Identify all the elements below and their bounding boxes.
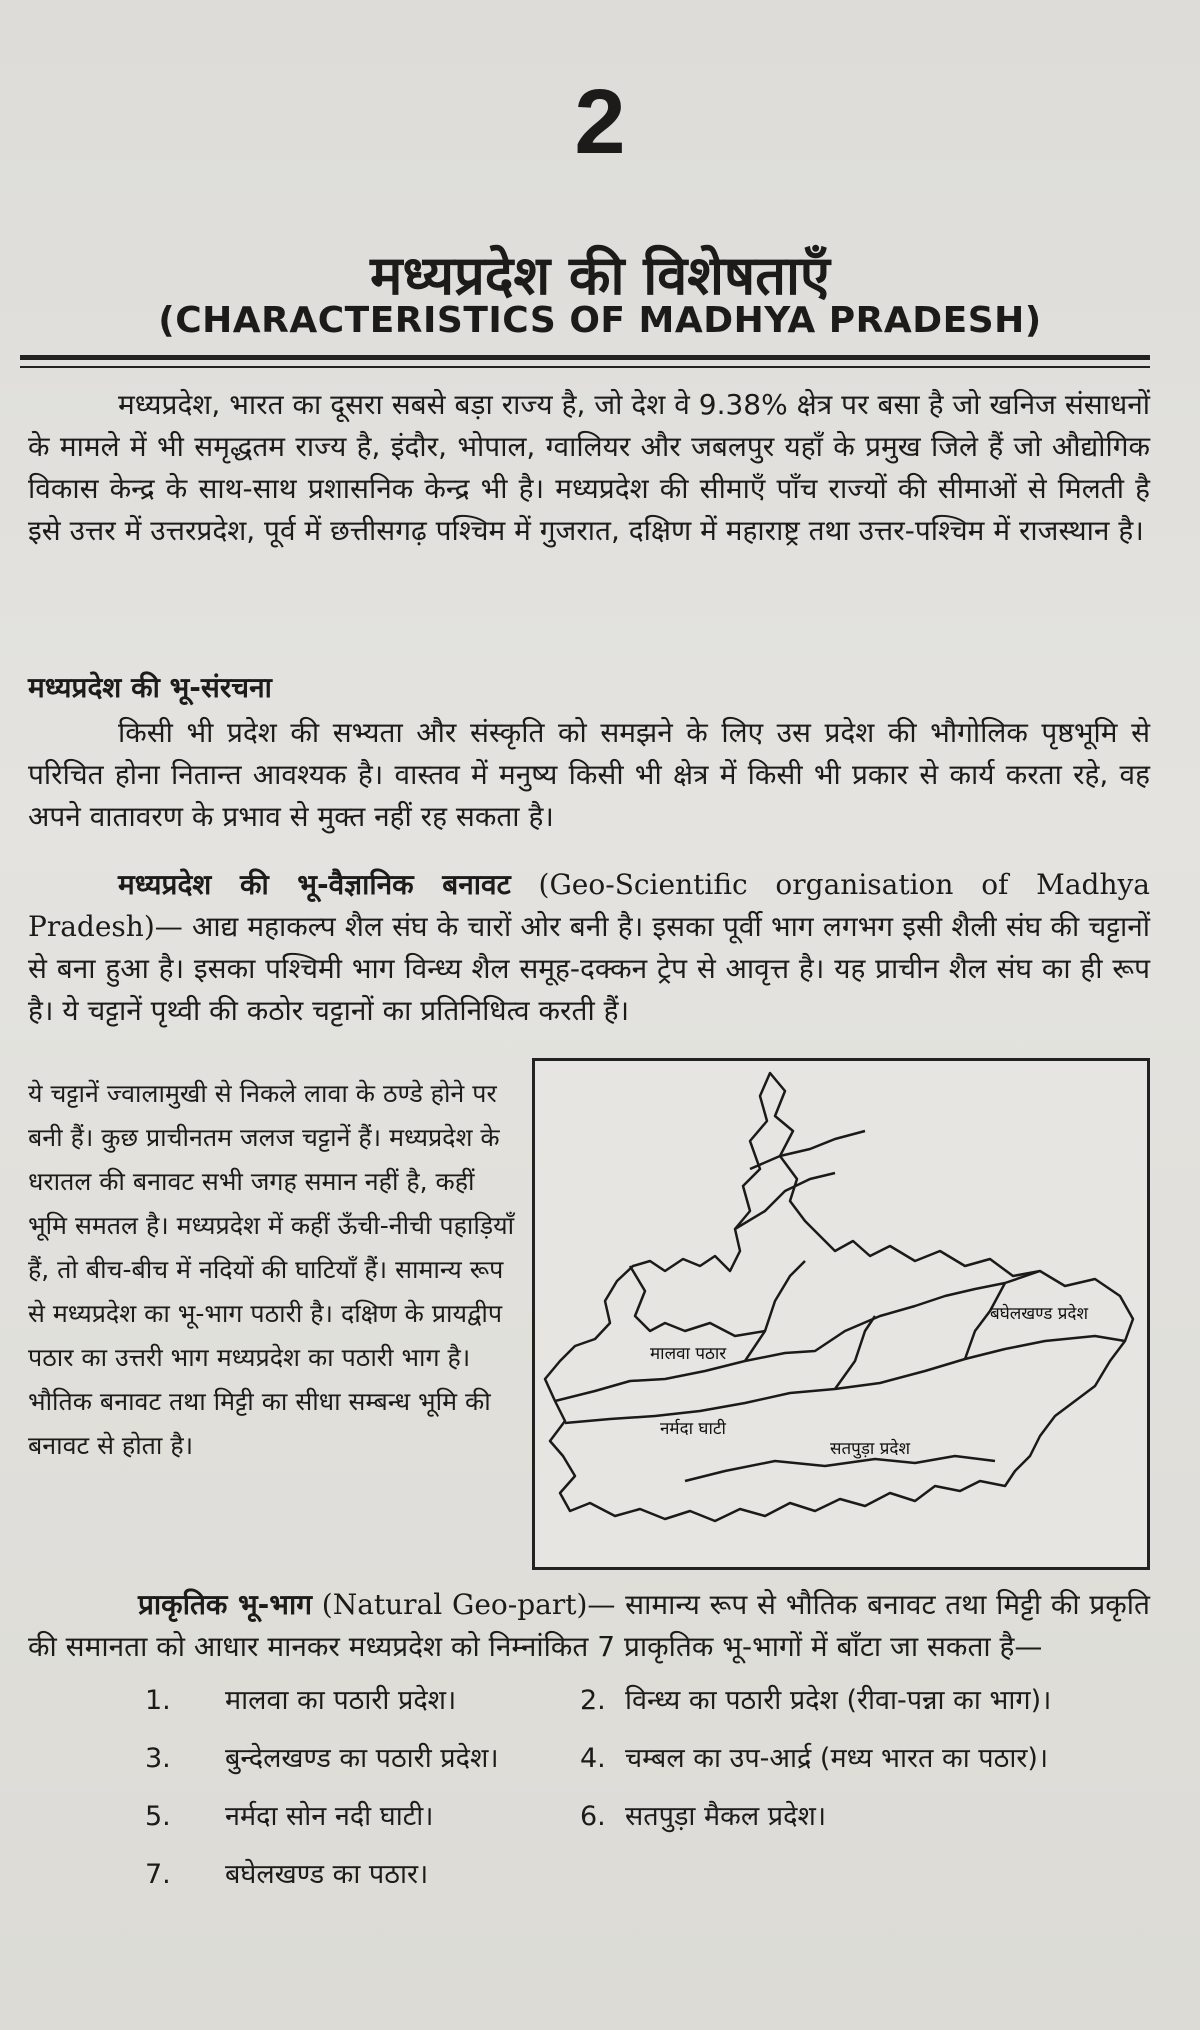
list-item-text: बुन्देलखण्ड का पठारी प्रदेश। [225, 1743, 499, 1774]
list-item-text: मालवा का पठारी प्रदेश। [225, 1685, 457, 1716]
list-item-number: 2. [580, 1685, 606, 1716]
list-item-number: 3. [145, 1743, 171, 1774]
map-label-satpura: सतपुड़ा प्रदेश [830, 1439, 910, 1459]
rocks-side-text: ये चट्टानें ज्वालामुखी से निकले लावा के ठण्डे होने पर बनी हैं। कुछ प्राचीनतम जलज चट्टानें हैं। मध्यप्रदेश के धरातल की बनावट सभी जगह समान नहीं है, कहीं भूमि समतल है। मध्यप्रदेश में कहीं ऊँची-नीची पहाड़ियाँ हैं, तो बीच-बीच में नदियों की घाटियाँ हैं। सामान्य रूप से मध्यप्रदेश का भू-भाग पठारी है। दक्षिण के प्रायद्वीप पठार का उत्तरी भाग मध्यप्रदेश का पठारी भाग है। भौतिक बनावट तथा मिट्टी का सीधा सम्बन्ध भूमि की बनावट से होता है। [28, 1079, 515, 1460]
list-item-number: 7. [145, 1859, 171, 1890]
list-item-text: बघेलखण्ड का पठार। [225, 1859, 429, 1890]
natural-parts-english: (Natural Geo-part)— [321, 1588, 616, 1621]
geo-scientific-english: (Geo-Scientific organisation of Madhya Pradesh)— [28, 868, 1151, 943]
natural-parts-lead: प्राकृतिक भू-भाग [138, 1588, 313, 1621]
map-label-narmada: नर्मदा घाटी [660, 1419, 726, 1439]
list-item-number: 4. [580, 1743, 606, 1774]
map-label-malwa: मालवा पठार [650, 1344, 727, 1364]
list-item-text: विन्ध्य का पठारी प्रदेश (रीवा-पन्ना का भाग)। [625, 1685, 1052, 1716]
list-item [580, 1796, 826, 1833]
list-item-number: 5. [145, 1801, 171, 1832]
chapter-title-english: (CHARACTERISTICS OF MADHYA PRADESH) [158, 300, 1042, 341]
list-item [145, 1680, 456, 1717]
list-item-number: 6. [580, 1801, 606, 1832]
geo-scientific-text: आद्य महाकल्प शैल संघ के चारों ओर बनी है। इसका पूर्वी भाग लगभग इसी शैली संघ की चट्टानों से बना हुआ है। इसका पश्चिमी भाग विन्ध्य शैल समूह-दक्कन ट्रेप से आवृत्त है। यह प्राचीन शैल संघ का ही रूप है। ये चट्टानें पृथ्वी की कठोर चट्टानों का प्रतिनिधित्व करती हैं। [28, 910, 1150, 1027]
list-item [580, 1738, 1048, 1775]
list-item-text: सतपुड़ा मैकल प्रदेश। [625, 1801, 827, 1832]
chapter-title-hindi: मध्यप्रदेश की विशेषताएँ [370, 244, 830, 307]
list-item-text: नर्मदा सोन नदी घाटी। [225, 1801, 434, 1832]
list-item [145, 1796, 434, 1833]
geo-scientific-paragraph [28, 864, 1150, 1032]
physiographic-map [532, 1058, 1150, 1570]
map-label-baghelkhand: बघेलखण्ड प्रदेश [990, 1304, 1089, 1324]
intro-paragraph: मध्यप्रदेश, भारत का दूसरा सबसे बड़ा राज्य है, जो देश वे 9.38% क्षेत्र पर बसा है जो खनिज संसाधनों के मामले में भी समृद्धतम राज्य है, इंदौर, भोपाल, ग्वालियर और जबलपुर यहाँ के प्रमुख जिले हैं जो औद्योगिक विकास केन्द्र के साथ-साथ प्रशासनिक केन्द्र भी है। मध्यप्रदेश की सीमाएँ पाँच राज्यों की सीमाओं से मिलती है इसे उत्तर में उत्तरप्रदेश, पूर्व में छत्तीसगढ़ पश्चिम में गुजरात, दक्षिण में महाराष्ट्र तथा उत्तर-पश्चिम में राजस्थान है। [28, 388, 1150, 547]
list-item-number: 1. [145, 1685, 171, 1716]
map-drawing [535, 1061, 1147, 1567]
list-item [145, 1738, 499, 1775]
geo-scientific-lead: मध्यप्रदेश की भू-वैज्ञानिक बनावट [118, 868, 511, 901]
chapter-number: 2 [574, 71, 626, 173]
title-rule-thin [20, 366, 1150, 368]
structure-paragraph: किसी भी प्रदेश की सभ्यता और संस्कृति को समझने के लिए उस प्रदेश की भौगोलिक पृष्ठभूमि से परिचित होना नितान्त आवश्यक है। वास्तव में मनुष्य किसी भी क्षेत्र में किसी भी प्रकार से कार्य करता रहे, वह अपने वातावरण के प्रभाव से मुक्त नहीं रह सकता है। [28, 716, 1150, 833]
section-heading-structure: मध्यप्रदेश की भू-संरचना [28, 671, 272, 704]
natural-parts-text: सामान्य रूप से भौतिक बनावट तथा मिट्टी की प्रकृति की समानता को आधार मानकर मध्यप्रदेश को निम्नांकित 7 प्राकृतिक भू-भागों में बाँटा जा सकता है— [28, 1588, 1151, 1663]
title-rule-thick [20, 355, 1150, 360]
list-item [580, 1680, 1051, 1717]
list-item [145, 1854, 428, 1891]
list-item-text: चम्बल का उप-आर्द्र (मध्य भारत का पठार)। [625, 1743, 1049, 1774]
natural-parts-paragraph [28, 1584, 1150, 1668]
